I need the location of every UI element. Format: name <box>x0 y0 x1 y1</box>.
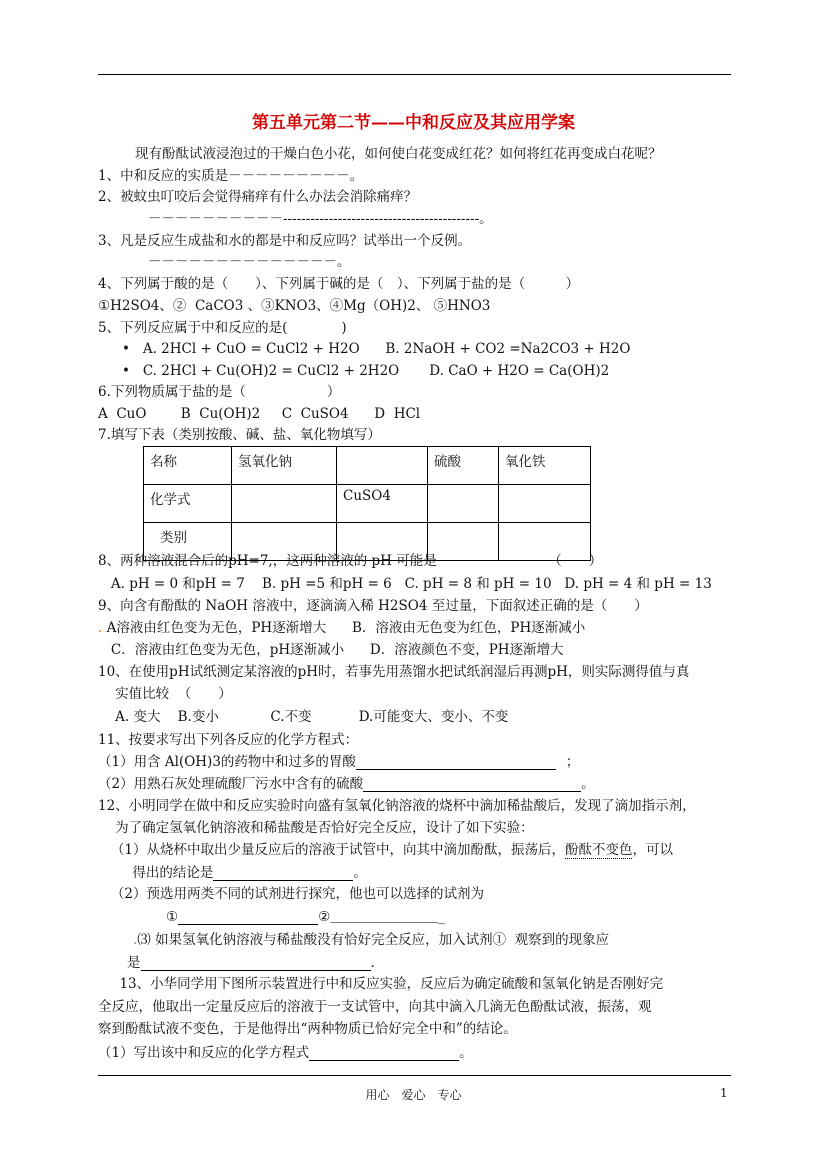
question-11-part-2: （2）用熟石灰处理硫酸厂污水中含有的硫酸 。 <box>98 776 595 792</box>
orange-dot-mark: . <box>133 932 138 948</box>
table-row <box>144 447 591 485</box>
table-cell: 化学式 <box>144 485 232 523</box>
intro-text: 现有酚酞试液浸泡过的干燥白色小花，如何使白花变成红花？如何将红花再变成白花呢？ <box>135 146 662 162</box>
question-10-b: 实值比较 （ ） <box>98 686 232 702</box>
answer-blank <box>363 775 581 792</box>
question-12-part-1-conclusion: 得出的结论是 。 <box>98 865 367 881</box>
question-9: 9、向含有酚酞的 NaOH 溶液中，逐滴滴入稀 H2SO4 至过量，下面叙述正确的是（ ） <box>98 598 648 614</box>
answer-blank <box>178 908 318 925</box>
question-3: 3、凡是反应生成盐和水的都是中和反应吗？试举出一个反例。 <box>98 233 472 249</box>
question-11: 11、按要求写出下列各反应的化学方程式： <box>98 732 359 748</box>
table-cell: 氧化铁 <box>499 447 591 485</box>
question-1: 1、中和反应的实质是－－－－－－－－－。 <box>98 168 364 184</box>
footer-rule <box>98 1075 731 1076</box>
question-5-options-ab: • A. 2HCl + CuO = CuCl2 + H2O B. 2NaOH + CO2 =Na2CO3 + H2O <box>122 341 631 357</box>
blank-punct: 。 <box>581 776 595 792</box>
question-13-part-1: （1）写出该中和反应的化学方程式 。 <box>98 1045 473 1061</box>
question-10: 10、在使用pH试纸测定某溶液的pH时，若事先用蒸馏水把试纸润湿后再测pH，则实际测得值与真 <box>98 664 690 680</box>
question-10-options: A. 变大 B.变小 C.不变 D.可能变大、变小、不变 <box>98 709 509 725</box>
question-6-options: A CuO B Cu(OH)2 C CuSO4 D HCl <box>98 406 421 422</box>
question-6: 6.下列物质属于盐的是（ ） <box>98 384 341 400</box>
question-4-options: ①H2SO4、② CaCO3 、③KNO3、④Mg（OH)2、 ⑤HNO3 <box>98 298 491 314</box>
page-number: 1 <box>720 1086 728 1100</box>
question-12-b: 为了确定氢氧化钠溶液和稀盐酸是否恰好完全反应，设计了如下实验： <box>98 820 534 836</box>
question-13: 13、小华同学用下图所示装置进行中和反应实验，反应后为确定硫酸和氢氧化钠是否刚好完 <box>98 976 664 992</box>
question-4: 4、下列属于酸的是（ ）、下列属于碱的是（ ）、下列属于盐的是（ ） <box>98 276 580 292</box>
question-12-part-2: （2）预选用两类不同的试剂进行探究，他也可以选择的试剂为 <box>98 886 484 902</box>
table-cell <box>337 447 428 485</box>
question-9-options-cd: C．溶液由红色变为无色，pH逐渐减小 D．溶液颜色不变，PH逐渐增大 <box>98 642 564 658</box>
question-2-blank: －－－－－－－－－－-------------------------------------------。 <box>148 211 493 227</box>
question-12-part-3: .⑶ 如果氢氧化钠溶液与稀盐酸没有恰好完全反应，加入试剂① 观察到的现象应 <box>133 932 610 948</box>
blank-punct: 。 <box>353 865 367 881</box>
table-cell: 氢氧化钠 <box>232 447 337 485</box>
question-13-c: 察到酚酞试液不变色，于是他得出“两种物质已恰好完全中和”的结论。 <box>98 1021 517 1037</box>
blank-punct: ； <box>565 754 580 770</box>
question-13-b: 全反应，他取出一定量反应后的溶液于一支试管中，向其中滴入几滴无色酚酞试液，振荡，观 <box>98 999 652 1015</box>
page-title: 第五单元第二节——中和反应及其应用学案 <box>252 113 575 133</box>
page-footer: 用心 爱心 专心 <box>365 1088 462 1102</box>
table-cell: 硫酸 <box>428 447 499 485</box>
blank-punct: 。 <box>459 1045 473 1061</box>
question-9-options-ab: . A溶液由红色变为无色，PH逐渐增大 B．溶液由无色变为红色，PH逐渐减小 <box>98 620 586 636</box>
question-8: 8、两种溶液混合后的pH=7,，这两种溶液的 pH 可能是 （ ） <box>98 553 603 569</box>
table-cell: 名称 <box>144 447 232 485</box>
question-11-part-1: （1）用含 Al(OH)3的药物中和过多的胃酸 ； <box>98 754 580 770</box>
underlined-phrase: 酚酞不变色 <box>564 842 633 858</box>
orange-dot-mark: . <box>98 620 103 636</box>
table-cell: 类别 <box>144 523 232 561</box>
question-12-part-3-b: 是 . <box>127 955 375 971</box>
header-rule <box>98 74 731 75</box>
question-7: 7.填写下表（类别按酸、碱、盐、氧化物填写） <box>98 427 381 443</box>
question-5: 5、下列反应属于中和反应的是( ) <box>98 320 347 336</box>
question-12: 12、小明同学在做中和反应实验时向盛有氢氧化钠溶液的烧杯中滴加稀盐酸后，发现了滴加指示剂， <box>98 798 696 814</box>
classification-table <box>143 446 591 561</box>
table-cell <box>232 485 337 523</box>
answer-blank <box>213 864 353 881</box>
table-cell <box>428 485 499 523</box>
table-cell: CuSO4 <box>337 485 428 523</box>
question-12-part-1: （1）从烧杯中取出少量反应后的溶液于试管中，向其中滴加酚酞，振荡后，酚酞不变色，可以 <box>98 842 673 858</box>
answer-blank <box>141 954 371 971</box>
question-12-part-2-blanks: ① ②＿＿＿＿＿＿＿＿_ <box>166 909 445 925</box>
answer-blank <box>309 1044 459 1061</box>
blank-punct: . <box>370 955 375 971</box>
table-row <box>144 485 591 523</box>
question-8-options: A. pH = 0 和pH = 7 B. pH =5 和pH = 6 C. pH = 8 和 pH = 10 D. pH = 4 和 pH = 13 <box>98 576 712 592</box>
table-cell <box>499 485 591 523</box>
question-5-options-cd: • C. 2HCl + Cu(OH)2 = CuCl2 + 2H2O D. CaO + H2O = Ca(OH)2 <box>122 363 610 379</box>
question-3-blank: －－－－－－－－－－－－－－。 <box>148 254 351 270</box>
question-2: 2、被蚊虫叮咬后会觉得痛痒有什么办法会消除痛痒？ <box>98 189 418 205</box>
answer-blank <box>356 753 556 770</box>
